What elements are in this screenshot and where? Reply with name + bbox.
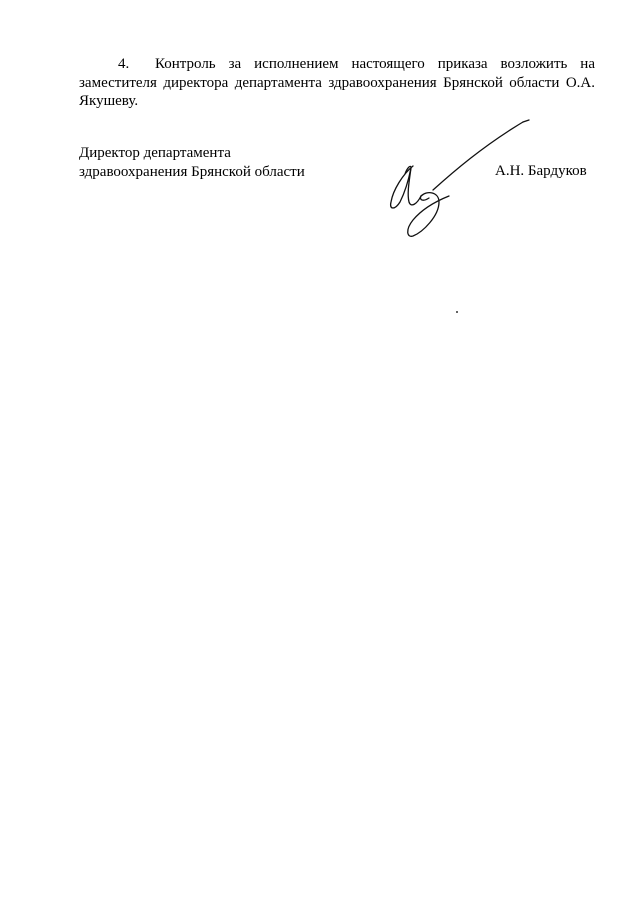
item-number: 4. bbox=[118, 56, 130, 72]
order-item-4 bbox=[79, 55, 595, 111]
signatory-title bbox=[79, 144, 305, 181]
signatory-title-line-2: здравоохранения Брянской области bbox=[79, 163, 305, 180]
item-first-line bbox=[79, 55, 595, 74]
item-text-line-3: Якушеву. bbox=[79, 93, 139, 109]
item-text-line-2: заместителя директора департамента здравоохранения Брянской области О.А. bbox=[79, 74, 595, 91]
item-text-line-1: Контроль за исполнением настоящего приказа возложить на bbox=[155, 56, 595, 72]
signatory-title-line-1: Директор департамента bbox=[79, 145, 231, 161]
scan-speck bbox=[456, 311, 458, 313]
signer-name: А.Н. Бардуков bbox=[495, 163, 587, 179]
